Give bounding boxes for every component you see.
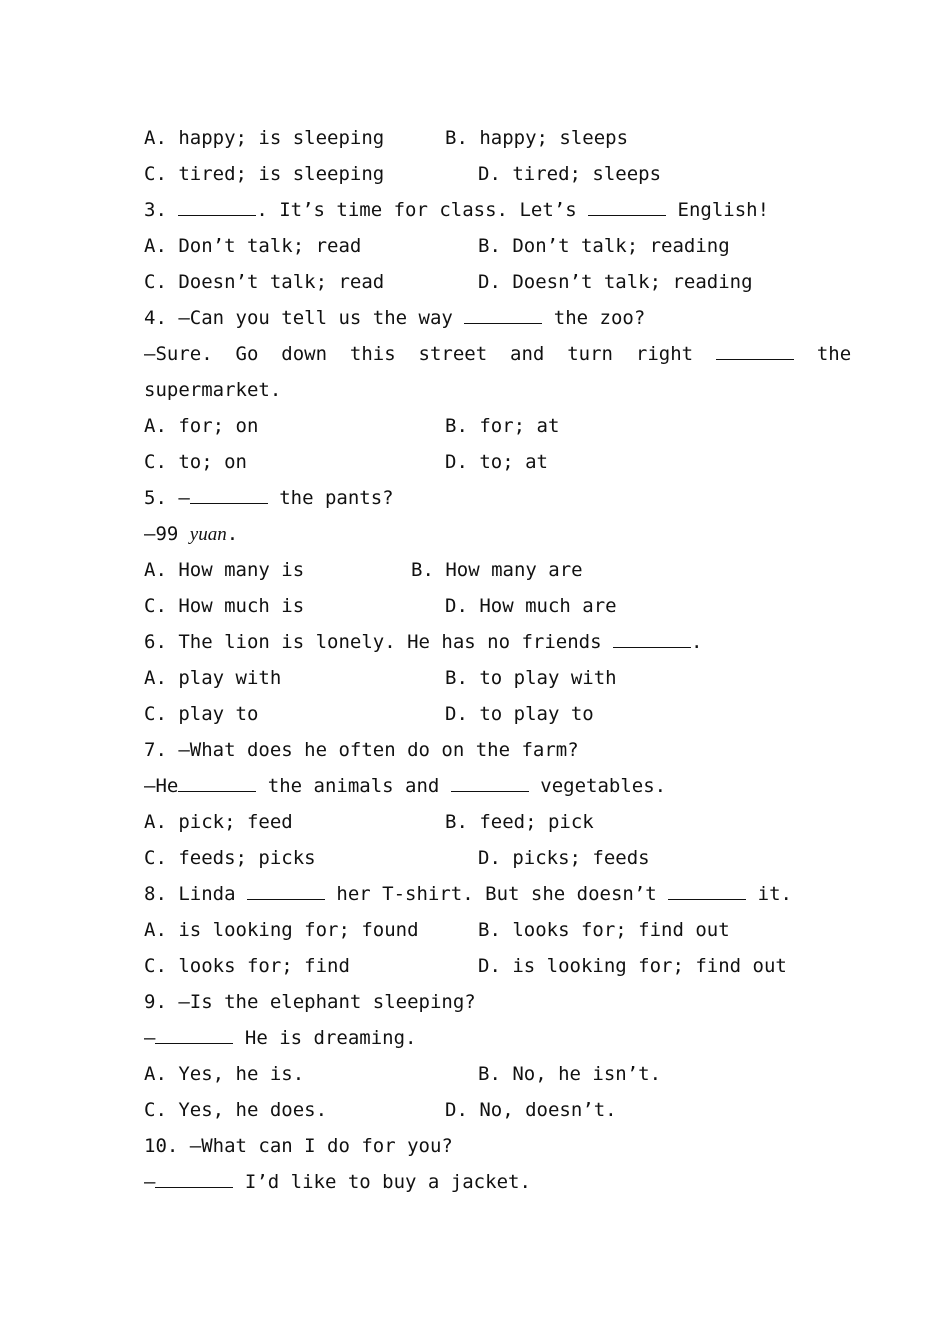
q5-answer [144, 522, 238, 547]
q3-option-c: C. Doesn’t talk; read [144, 271, 385, 293]
q4-tail: the zoo? [553, 307, 646, 329]
q9-option-c: C. Yes, he does. [144, 1099, 328, 1121]
q4-option-a: A. for; on [144, 415, 259, 437]
q2-option-c: C. tired; is sleeping [144, 163, 385, 185]
q7-option-a: A. pick; feed [144, 811, 293, 833]
q5-option-b: B. How many are [411, 559, 583, 581]
q4-reply-1: —Sure. Go down this street and turn right [144, 343, 694, 365]
q5-lead: 5. — [144, 487, 190, 509]
q9-a1: — [144, 1027, 156, 1049]
q8-question [144, 882, 792, 906]
answer-blank [247, 885, 325, 900]
q8-option-c: C. looks for; find [144, 955, 350, 977]
q4-lead: 4. —Can you tell us the way [144, 307, 453, 329]
q2-option-a: A. happy; is sleeping [144, 127, 385, 149]
q8-option-d: D. is looking for; find out [478, 955, 787, 977]
q4-reply-2: the [816, 343, 852, 365]
q10-a1: — [144, 1171, 156, 1193]
q10-a2: I’d like to buy a jacket. [244, 1171, 531, 1193]
q3-text-2: English! [677, 199, 770, 221]
q10-question: 10. —What can I do for you? [144, 1135, 453, 1157]
q9-option-a: A. Yes, he is. [144, 1063, 305, 1085]
q5-option-c: C. How much is [144, 595, 305, 617]
q3-option-b: B. Don’t talk; reading [478, 235, 730, 257]
q6-option-d: D. to play to [445, 703, 594, 725]
q8-option-b: B. looks for; find out [478, 919, 730, 941]
q3-option-d: D. Doesn’t talk; reading [478, 271, 753, 293]
q4-question [144, 306, 645, 330]
q9-answer [144, 1026, 417, 1050]
q6-question [144, 630, 702, 654]
q5-answer-prefix: —99 [144, 523, 190, 545]
q9-option-b: B. No, he isn’t. [478, 1063, 662, 1085]
q6-option-c: C. play to [144, 703, 259, 725]
q5-answer-italic: yuan [189, 524, 227, 545]
q6-option-a: A. play with [144, 667, 282, 689]
q4-option-c: C. to; on [144, 451, 247, 473]
q5-answer-suffix: . [226, 523, 239, 545]
q9-a2: He is dreaming. [244, 1027, 417, 1049]
q6-lead: 6. The lion is lonely. He has no friends [144, 631, 602, 653]
q7-option-c: C. feeds; picks [144, 847, 316, 869]
q3-text-1: . It’s time for class. Let’s [256, 199, 577, 221]
q7-option-b: B. feed; pick [445, 811, 594, 833]
q8-lead: 8. Linda [144, 883, 236, 905]
answer-blank [155, 1029, 233, 1044]
answer-blank [451, 777, 529, 792]
q5-option-a: A. How many is [144, 559, 305, 581]
answer-blank [155, 1173, 233, 1188]
q6-tail: . [691, 631, 703, 653]
q7-answer [144, 774, 666, 798]
q2-option-b: B. happy; sleeps [445, 127, 629, 149]
answer-blank [190, 489, 268, 504]
q7-option-d: D. picks; feeds [478, 847, 650, 869]
q5-tail: the pants? [279, 487, 394, 509]
q4-option-b: B. for; at [445, 415, 560, 437]
answer-blank [613, 633, 691, 648]
q4-option-d: D. to; at [445, 451, 548, 473]
q8-mid: her T-shirt. But she doesn’t [336, 883, 657, 905]
answer-blank [716, 345, 794, 360]
q6-option-b: B. to play with [445, 667, 617, 689]
answer-blank [178, 201, 256, 216]
answer-blank [464, 309, 542, 324]
answer-blank [668, 885, 746, 900]
q8-option-a: A. is looking for; found [144, 919, 419, 941]
q7-a3: vegetables. [540, 775, 667, 797]
q7-a1: —He [144, 775, 179, 797]
q9-question: 9. —Is the elephant sleeping? [144, 991, 476, 1013]
q3-number: 3. [144, 199, 167, 221]
q5-option-d: D. How much are [445, 595, 617, 617]
q7-a2: the animals and [267, 775, 440, 797]
q9-option-d: D. No, doesn’t. [445, 1099, 617, 1121]
q5-question [144, 486, 394, 510]
q7-question: 7. —What does he often do on the farm? [144, 739, 579, 761]
q8-tail: it. [757, 883, 792, 905]
answer-blank [588, 201, 666, 216]
answer-blank [178, 777, 256, 792]
q2-option-d: D. tired; sleeps [478, 163, 662, 185]
q4-reply [144, 342, 851, 366]
q10-answer [144, 1170, 531, 1194]
q3-question [144, 198, 769, 222]
q3-option-a: A. Don’t talk; read [144, 235, 362, 257]
q4-reply-3: supermarket. [144, 379, 282, 401]
